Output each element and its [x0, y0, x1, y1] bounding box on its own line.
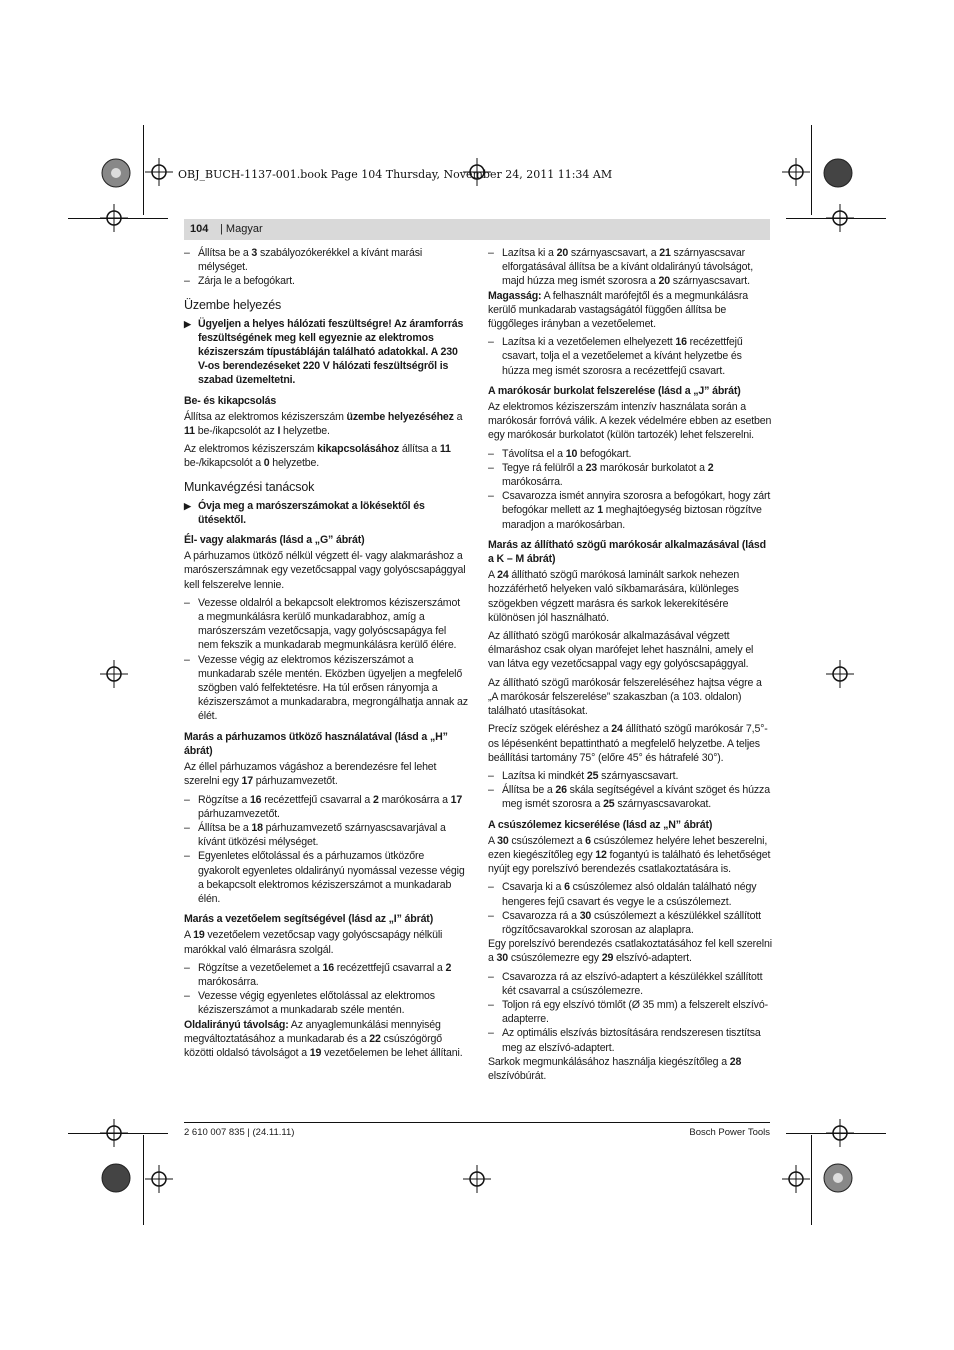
registration-mark-left-upper: [100, 204, 128, 232]
subsection-heading: Él- vagy alakmarás (lásd a „G” ábrát): [184, 534, 365, 547]
list-item: – Állítsa be a 26 skála segítségével a kívánt szöget és húzza meg ismét szorosra a 25 szárnyascsavarokat.: [488, 783, 772, 811]
subsection-heading: Be- és kikapcsolás: [184, 394, 277, 407]
registration-mark-center-bottom: [463, 1165, 491, 1193]
paragraph: Magasság: A felhasznált marófejtől és a megmunkálásra kerülő munkadarab vastagságától függően állítsa be függőleges irányban a vezetőelemet.: [488, 289, 748, 331]
list-item: – Vezesse végig az elektromos kéziszerszámot a munkadarab széle mentén. Eközben ügyeljen a megfelelő szögben való felfektetésre. Ha túl erősen rányomja a kéziszerszámot a munkadarabra, megrongálhatja annak az élét.: [184, 653, 468, 724]
registration-mark-top-left: [145, 158, 173, 186]
paragraph: A párhuzamos ütköző nélkül végzett él- vagy alakmaráshoz a marószerszámnak egy vezetőcsappal vagy golyóscsapággyal kell felszerelve lennie.: [184, 550, 466, 591]
registration-mark-bottom-right: [782, 1165, 810, 1193]
subsection-heading: Marás az állítható szögű marókosár alkalmazásával (lásd a K – M ábrát): [488, 538, 766, 566]
list-item: – Zárja le a befogókart.: [184, 274, 468, 288]
list-item: – Állítsa be a 18 párhuzamvezető szárnyascsavarjával a kívánt ütközési mélységet.: [184, 821, 468, 849]
color-wheel-top-right: [823, 158, 853, 188]
paragraph: Sarkok megmunkálásához használja kiegészítőleg a 28 elszívóbúrát.: [488, 1055, 742, 1082]
subsection-heading: A marókosár burkolat felszerelése (lásd a „J” ábrát): [488, 384, 741, 397]
list-item: – Állítsa be a 3 szabályozókerékkel a kívánt marási mélységet.: [184, 246, 468, 274]
list-item: – Lazítsa ki a 20 szárnyascsavart, a 21 szárnyascsavar elforgatásával állítsa be a kívánt oldalirányú távolságot, majd húzza meg ismét szorosra a 20 szárnyascsavart.: [488, 246, 772, 289]
list-item: – Toljon rá egy elszívó tömlőt (Ø 35 mm) a felszerelt elszívó-adapterre.: [488, 998, 772, 1026]
registration-mark-right-lower: [826, 1119, 854, 1147]
color-wheel-top-left: [101, 158, 131, 188]
list-item: – Csavarozza rá az elszívó-adaptert a készülékkel szállított két csavarral a csúszólemezre.: [488, 970, 772, 998]
paragraph: Az elektromos kéziszerszám intenzív használata során a marókosár forróvá válik. A kezek védelmére ebben az esetben egy marókosár burkolatot (külön tartozék) lehet felszerelni.: [488, 401, 772, 442]
page-header: [184, 219, 770, 240]
section-heading: Munkavégzési tanácsok: [184, 479, 315, 494]
paragraph: Egy porelszívó berendezés csatlakoztatásához fel kell szerelni a 30 csúszólemezre egy 29 elszívó-adaptert.: [488, 938, 772, 965]
list-item: – Csavarozza rá a 30 csúszólemezt a készülékkel szállított rögzítőcsavarokkal szorosan az alaplapra.: [488, 909, 772, 937]
list-item: – Tegye rá felülről a 23 marókosár burkolatot a 2 marókosárra.: [488, 461, 772, 489]
paragraph: A 19 vezetőelem vezetőcsap vagy golyóscsapágy nélküli marókkal való élmarásra szolgál.: [184, 929, 443, 956]
registration-mark-right-upper: [826, 204, 854, 232]
list-item: – Lazítsa ki a vezetőelemen elhelyezett 16 recézettfejű csavart, tolja el a vezetőelemet a kívánt helyzetbe és húzza meg ismét szorosra a recézettfejű csavart.: [488, 335, 772, 378]
paragraph: Az állítható szögű marókosár alkalmazásával végzett élmaráshoz csak olyan marófejet lehet használni, amely el van látva egy vezetőcsappal vagy egy golyóscsapággyal.: [488, 630, 754, 671]
list-item: – Lazítsa ki mindkét 25 szárnyascsavart.: [488, 769, 772, 783]
paragraph: Az elektromos kéziszerszám kikapcsolásához állítsa a 11 be-/kikapcsolót a 0 helyzetbe.: [184, 443, 451, 470]
registration-mark-bottom-left: [145, 1165, 173, 1193]
list-item: – Csavarozza ismét annyira szorosra a befogókart, hogy zárt befogókar mellett az 1 meghajtóegység biztosan rögzítve maradjon a marókosárban.: [488, 489, 772, 532]
list-item: – Távolítsa el a 10 befogókart.: [488, 447, 772, 461]
footer-doc-number: 2 610 007 835 | (24.11.11): [184, 1127, 295, 1138]
list-item: – Rögzítse a 16 recézettfejű csavarral a 2 marókosárra a 17 párhuzamvezetőt.: [184, 793, 468, 821]
left-column: [184, 246, 468, 1064]
list-item: – Egyenletes előtolással és a párhuzamos ütközőre gyakorolt egyenletes oldalirányú nyomással vezesse végig a bekapcsolt elektromos kéziszerszámot a munkadarab élén.: [184, 849, 468, 906]
color-wheel-bottom-left: [101, 1163, 131, 1193]
warning-note: ▶ Ügyeljen a helyes hálózati feszültségre! Az áramforrás feszültségének meg kell egyeznie az elektromos kéziszerszám típustábláján található adatokkal. A 230 V-os berendezéseket 220 V hálózati feszültségről is szabad üzemeltetni.: [184, 317, 468, 388]
paragraph: Az állítható szögű marókosár felszereléséhez hajtsa végre a „A marókosár felszerelése” szakaszban (a 103. oldalon) található utasításokat.: [488, 676, 762, 718]
paragraph: Az éllel párhuzamos vágáshoz a berendezésre fel lehet szerelni egy 17 párhuzamvezetőt.: [184, 761, 437, 788]
registration-mark-left-lower: [100, 1119, 128, 1147]
list-item: – Vezesse végig egyenletes előtolással az elektromos kéziszerszámot a munkadarab széle mentén.: [184, 989, 468, 1017]
paragraph: A 24 állítható szögű marókosá laminált sarkok nehezen hozzáférhető helyeken való síkbamarására, különleges szögekben végzett marásra és sarkok lekerekítésére különösen jól használható.: [488, 569, 740, 624]
paragraph: A 30 csúszólemezt a 6 csúszólemez helyére lehet beszerelni, ezen kiegészítőleg egy 12 fogantyú is található és lehetőséget nyújt egy porelszívó berendezés csatlakoztatására is.: [488, 834, 771, 876]
footer-brand: Bosch Power Tools: [689, 1127, 770, 1138]
list-item: – Az optimális elszívás biztosítására rendszeresen tisztítsa meg az elszívó-adaptert.: [488, 1026, 772, 1054]
paragraph: Oldalirányú távolság: Az anyaglemunkálási mennyiség megváltoztatásához a munkadarab és a 22 csúszógörgő közötti oldalsó távolságot a 19 vezetőelemen be lehet állítani.: [184, 1018, 463, 1059]
section-heading: Üzembe helyezés: [184, 297, 282, 312]
page-language: | Magyar: [220, 223, 263, 235]
page-number: 104: [190, 223, 209, 235]
subsection-heading: Marás a vezetőelem segítségével (lásd az „I” ábrát): [184, 913, 434, 926]
paragraph: Precíz szögek eléréshez a 24 állítható szögű marókosár 7,5°-os lépésenként bepattintható a megfelelő helyzetbe. A teljes beállítási tartomány 75° (előre 45° és hátrafelé 30°).: [488, 723, 768, 764]
paragraph: Állítsa az elektromos kéziszerszám üzembe helyezéséhez a 11 be-/ikapcsolót az I helyzetbe.: [184, 410, 463, 438]
list-item: – Rögzítse a vezetőelemet a 16 recézettfejű csavarral a 2 marókosárra.: [184, 961, 468, 989]
registration-mark-left-middle: [100, 660, 128, 688]
registration-mark-top-right: [782, 158, 810, 186]
footer-rule: [184, 1122, 770, 1123]
right-column: [488, 246, 772, 1087]
print-header: OBJ_BUCH-1137-001.book Page 104 Thursday, November 24, 2011 11:34 AM: [178, 168, 613, 181]
subsection-heading: A csúszólemez kicserélése (lásd az „N” ábrát): [488, 818, 713, 831]
warning-note: ▶ Óvja meg a marószerszámokat a lökésektől és ütésektől.: [184, 499, 468, 527]
list-item: – Vezesse oldalról a bekapcsolt elektromos kéziszerszámot a megmunkálásra kerülő munkadarabhoz, amíg a marószerszám vezetőcsapja, vagy golyóscsapágya fel nem fekszik a munkadarab megmunkálásra kerülő élére.: [184, 596, 468, 653]
list-item: – Csavarja ki a 6 csúszólemez alsó oldalán található négy hengeres fejű csavart és vegye le a csúszólemezt.: [488, 880, 772, 908]
subsection-heading: Marás a párhuzamos ütköző használatával (lásd a „H” ábrát): [184, 730, 448, 757]
color-wheel-bottom-right: [823, 1163, 853, 1193]
registration-mark-right-middle: [826, 660, 854, 688]
